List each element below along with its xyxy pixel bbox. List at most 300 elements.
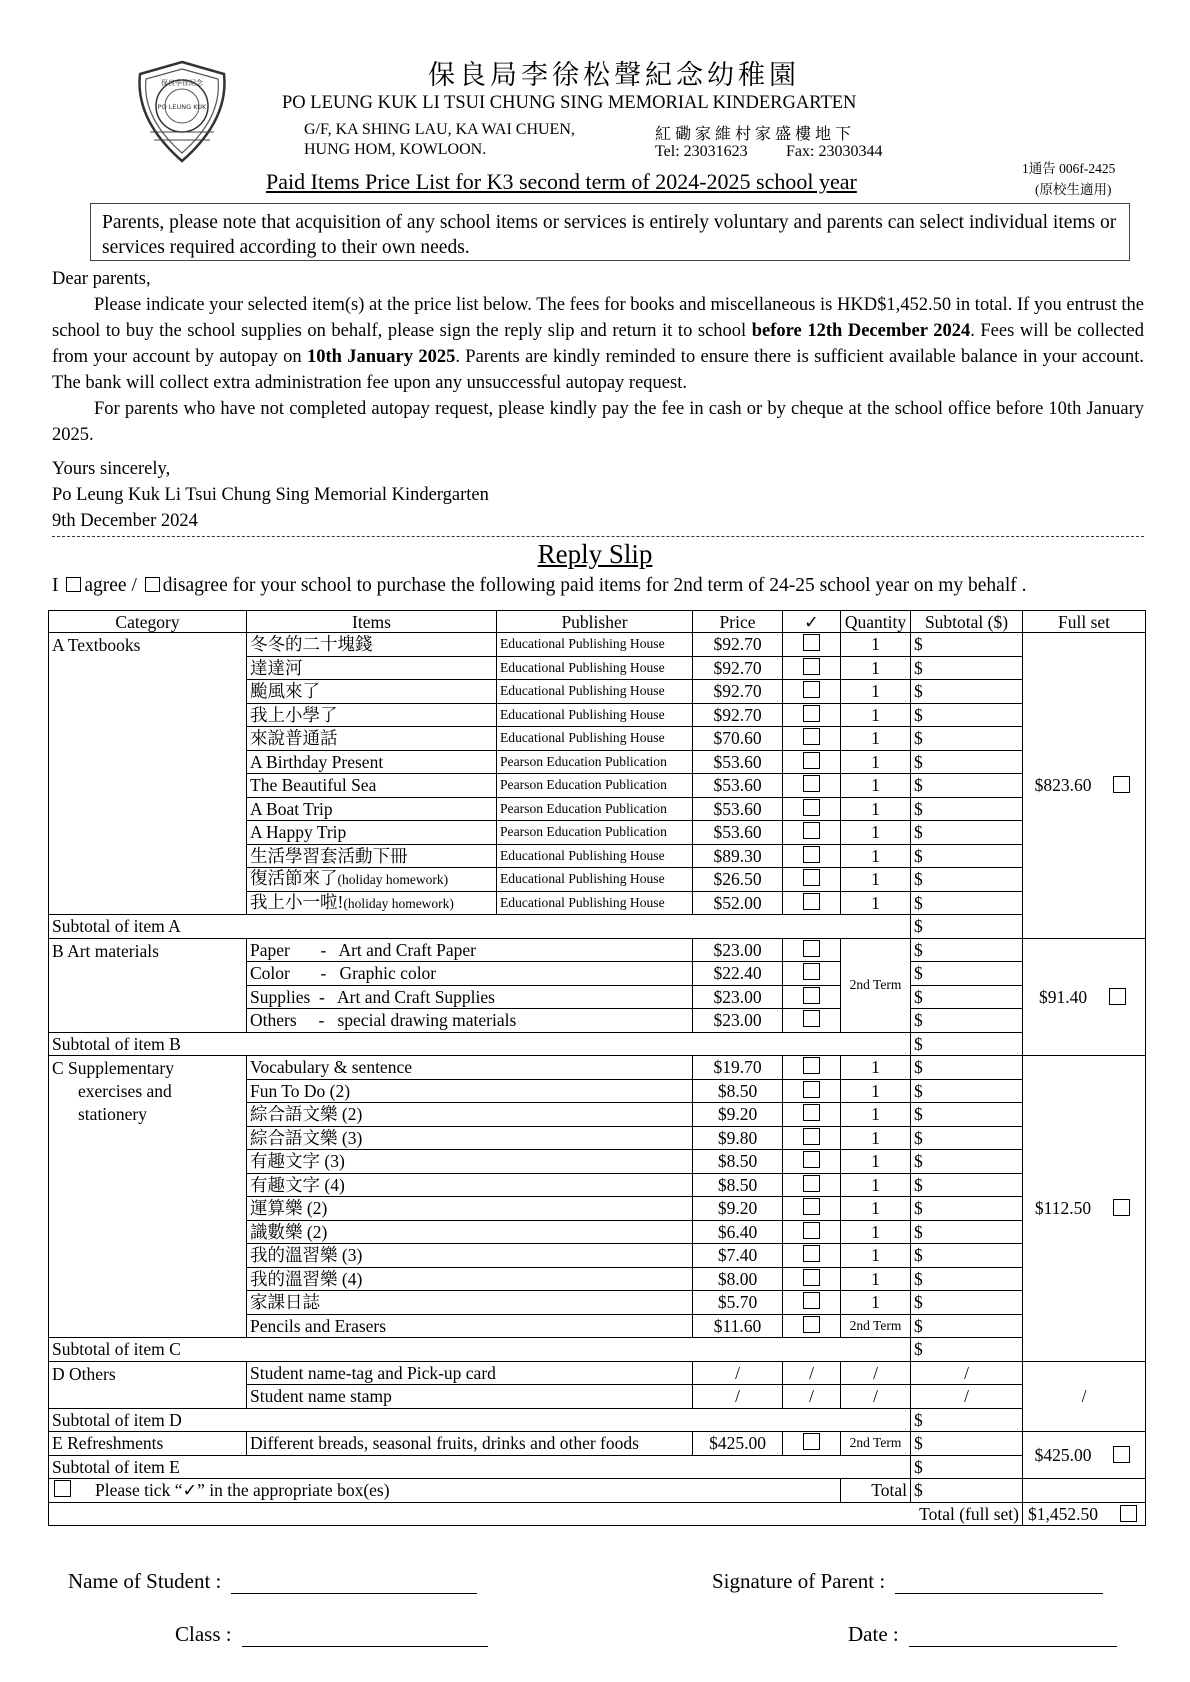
full-set-C-checkbox[interactable] [1113,1199,1130,1216]
full-set-C-cell [1023,1056,1146,1362]
item-subtotal[interactable]: $ [911,891,1023,915]
item-checkbox-cell [783,962,841,986]
item-subtotal[interactable]: $ [911,1126,1023,1150]
item-publisher: Educational Publishing House [497,727,693,751]
voluntary-notice-box [90,203,1130,261]
item-subtotal[interactable]: $ [911,1150,1023,1174]
item-price: $9.20 [693,1103,783,1127]
total-value[interactable]: $ [911,1479,1023,1503]
header-tick: ✓ [783,611,841,633]
item-price: $425.00 [693,1432,783,1456]
subtotal-A-value[interactable]: $ [911,915,1023,939]
item-subtotal-na: / [911,1385,1023,1409]
full-set-A-price: $823.60 [1034,775,1092,796]
item-checkbox[interactable] [803,1104,820,1121]
item-checkbox-cell [783,1126,841,1150]
item-checkbox-cell [783,938,841,962]
svg-text:保良李徐紀念: 保良李徐紀念 [161,79,203,87]
item-quantity: 2nd Term [841,1314,911,1338]
item-quantity: 1 [841,821,911,845]
category-b: B Art materials [49,938,247,1032]
agree-label: agree / [84,575,137,596]
full-set-E-checkbox[interactable] [1113,1446,1130,1463]
item-title: 我上小一啦! [250,891,344,912]
item-checkbox[interactable] [803,1128,820,1145]
item-quantity: 1 [841,1079,911,1103]
item-name: Student name-tag and Pick-up card [247,1361,693,1385]
item-title: 我上小學了 [250,704,338,725]
item-name [247,891,497,915]
item-checkbox[interactable] [803,1245,820,1262]
item-price: $52.00 [693,891,783,915]
item-name: Paper - Art and Craft Paper [247,938,693,962]
category-c-line-3: stationery [78,1104,148,1124]
item-checkbox[interactable] [803,846,820,863]
full-set-A-checkbox[interactable] [1113,776,1130,793]
item-publisher: Pearson Education Publication [497,750,693,774]
item-checkbox[interactable] [803,987,820,1004]
item-checkbox-cell [783,774,841,798]
class-label: Class : [175,1622,232,1646]
item-price: $8.50 [693,1079,783,1103]
item-quantity: 2nd Term [841,1432,911,1456]
item-name [247,750,497,774]
item-checkbox-cell [783,985,841,1009]
total-full-checkbox[interactable] [1120,1505,1137,1522]
item-name: 綜合語文樂 (3) [247,1126,693,1150]
subtotal-row-B [49,1032,1146,1056]
item-price-na: / [693,1361,783,1385]
item-price: $6.40 [693,1220,783,1244]
item-price: $70.60 [693,727,783,751]
item-quantity: 1 [841,1244,911,1268]
tick-note-cell [49,1479,841,1503]
item-subtotal[interactable]: $ [911,680,1023,704]
total-row [49,1479,1146,1503]
item-checkbox[interactable] [803,658,820,675]
item-price: $92.70 [693,633,783,657]
item-quantity: 1 [841,1150,911,1174]
item-price: $8.50 [693,1173,783,1197]
item-quantity: 1 [841,1197,911,1221]
item-price: $26.50 [693,868,783,892]
total-full-value: $1,452.50 [1028,1503,1098,1524]
item-checkbox-cell [783,1291,841,1315]
parent-signature-label: Signature of Parent : [712,1569,886,1593]
item-price: $53.60 [693,797,783,821]
total-spacer [1023,1479,1146,1503]
item-publisher: Pearson Education Publication [497,774,693,798]
item-price: $53.60 [693,750,783,774]
item-price: $23.00 [693,1009,783,1033]
category-c [49,1056,247,1338]
full-set-B-cell [1023,938,1146,1056]
item-note: (holiday homework) [343,895,454,911]
item-checkbox[interactable] [803,822,820,839]
category-a: A Textbooks [49,633,247,915]
header-subtotal: Subtotal ($) [911,611,1023,633]
item-subtotal[interactable]: $ [911,985,1023,1009]
school-logo [132,60,232,164]
cut-line [52,536,1144,537]
item-subtotal[interactable]: $ [911,938,1023,962]
item-title: 復活節來了 [250,868,338,889]
item-checkbox-cell [783,1056,841,1080]
table-header-row [49,611,1146,633]
art-term-quantity: 2nd Term [841,938,911,1032]
item-checkbox-cell [783,656,841,680]
item-publisher: Educational Publishing House [497,656,693,680]
item-subtotal[interactable]: $ [911,1244,1023,1268]
item-publisher: Educational Publishing House [497,703,693,727]
class-field[interactable] [175,1622,488,1647]
telephone: Tel: 23031623 [655,143,748,160]
letter-paragraph-2: For parents who have not completed autopay request, please kindly pay the fee in cash or by cheque at the school office before 10th January 2025. [52,399,1144,445]
student-name-label: Name of Student : [68,1569,222,1593]
item-publisher: Educational Publishing House [497,891,693,915]
item-name [247,680,497,704]
item-quantity: 1 [841,797,911,821]
item-quantity: 1 [841,1173,911,1197]
item-tick-na: / [783,1361,841,1385]
price-list-table [48,610,1146,1526]
full-set-B-price: $91.40 [1038,986,1088,1007]
item-subtotal[interactable]: $ [911,633,1023,657]
item-publisher: Educational Publishing House [497,868,693,892]
item-checkbox-cell [783,1150,841,1174]
subtotal-C-value[interactable]: $ [911,1338,1023,1362]
item-checkbox-cell [783,891,841,915]
item-quantity: 1 [841,1220,911,1244]
item-subtotal[interactable]: $ [911,727,1023,751]
item-name: Vocabulary & sentence [247,1056,693,1080]
item-checkbox[interactable] [803,1316,820,1333]
item-name: 我的溫習樂 (3) [247,1244,693,1268]
item-checkbox[interactable] [803,963,820,980]
category-d: D Others [49,1361,247,1408]
item-checkbox[interactable] [803,1198,820,1215]
date-field[interactable] [848,1622,1117,1647]
item-title: A Birthday Present [250,751,384,772]
item-checkbox-cell [783,821,841,845]
item-name [247,868,497,892]
subtotal-E-value[interactable]: $ [911,1455,1023,1479]
item-name: 綜合語文樂 (2) [247,1103,693,1127]
item-quantity: 1 [841,774,911,798]
total-full-cell [1023,1502,1146,1526]
item-checkbox-cell [783,1244,841,1268]
item-checkbox-cell [783,1009,841,1033]
item-checkbox[interactable] [803,1292,820,1309]
item-checkbox[interactable] [803,869,820,886]
item-name [247,703,497,727]
item-price: $89.30 [693,844,783,868]
item-checkbox-cell [783,844,841,868]
item-price: $7.40 [693,1244,783,1268]
notice-number: 1通告 006f-2425 [1022,161,1116,176]
item-subtotal[interactable]: $ [911,1079,1023,1103]
tick-legend-box [54,1480,71,1497]
item-name: Supplies - Art and Craft Supplies [247,985,693,1009]
item-quantity: 1 [841,633,911,657]
item-title: 達達河 [250,657,303,678]
item-publisher: Pearson Education Publication [497,821,693,845]
fax: Fax: 23030344 [786,143,883,160]
item-price: $5.70 [693,1291,783,1315]
item-price: $53.60 [693,821,783,845]
item-name: 識數樂 (2) [247,1220,693,1244]
item-quantity: 1 [841,750,911,774]
item-quantity: 1 [841,656,911,680]
voluntary-notice-text: Parents, please note that acquisition of any school items or services is entirely voluntary and parents can select individual items or services required according to their own needs. [102,212,1117,258]
item-checkbox-cell [783,1079,841,1103]
header-quantity: Quantity [841,611,911,633]
item-name [247,774,497,798]
subtotal-B-value[interactable]: $ [911,1032,1023,1056]
category-c-line-2: exercises and [78,1081,172,1101]
item-publisher: Educational Publishing House [497,633,693,657]
item-checkbox-cell [783,1267,841,1291]
item-quantity: 1 [841,844,911,868]
item-checkbox-cell [783,1220,841,1244]
item-note: (holiday homework) [337,872,449,888]
subtotal-B-label: Subtotal of item B [49,1032,911,1056]
disagree-label: disagree for your school to purchase the following paid items for 2nd term of 24-25 school year on my behalf . [162,575,1027,596]
full-set-C-price: $112.50 [1034,1198,1092,1219]
full-set-E-cell [1023,1432,1146,1479]
item-checkbox-cell [783,680,841,704]
student-name-field[interactable] [68,1569,477,1594]
school-name-chinese: 保良局李徐松聲紀念幼稚園 [428,60,800,90]
item-checkbox[interactable] [803,752,820,769]
item-name [247,821,497,845]
item-name [247,797,497,821]
item-checkbox-cell [783,703,841,727]
item-name [247,656,497,680]
item-subtotal[interactable]: $ [911,844,1023,868]
item-quantity: 1 [841,1056,911,1080]
item-subtotal[interactable]: $ [911,868,1023,892]
item-checkbox[interactable] [803,705,820,722]
table-row [49,938,1146,962]
address-english-line-2: HUNG HOM, KOWLOON. [304,141,487,158]
item-price: $11.60 [693,1314,783,1338]
item-checkbox[interactable] [803,1081,820,1098]
item-title: 來說普通話 [250,728,338,749]
closing: Yours sincerely, [52,459,171,479]
item-name: Others - special drawing materials [247,1009,693,1033]
date-label: Date : [848,1622,899,1646]
disagree-checkbox[interactable] [145,577,160,592]
item-subtotal[interactable]: $ [911,1103,1023,1127]
item-subtotal[interactable]: $ [911,703,1023,727]
item-subtotal[interactable]: $ [911,656,1023,680]
item-checkbox[interactable] [803,1010,820,1027]
item-quantity: 1 [841,1267,911,1291]
notice-scope: (原校生適用) [1035,182,1112,197]
item-price: $9.20 [693,1197,783,1221]
header-publisher: Publisher [497,611,693,633]
item-price: $53.60 [693,774,783,798]
header-full-set: Full set [1023,611,1146,633]
address-english-line-1: G/F, KA SHING LAU, KA WAI CHUEN, [304,121,575,138]
item-checkbox[interactable] [803,775,820,792]
item-subtotal[interactable]: $ [911,821,1023,845]
item-name: 我的溫習樂 (4) [247,1267,693,1291]
item-checkbox[interactable] [803,1151,820,1168]
agree-checkbox[interactable] [66,577,81,592]
table-row [49,633,1146,657]
item-price: $23.00 [693,985,783,1009]
item-subtotal[interactable]: $ [911,1056,1023,1080]
item-subtotal[interactable]: $ [911,1432,1023,1456]
item-checkbox[interactable] [803,1175,820,1192]
item-price-na: / [693,1385,783,1409]
item-name [247,727,497,751]
full-set-A-cell [1023,633,1146,939]
item-checkbox-cell [783,797,841,821]
item-checkbox[interactable] [803,1433,820,1450]
item-name: Color - Graphic color [247,962,693,986]
item-quantity: 1 [841,891,911,915]
item-quantity: 1 [841,703,911,727]
agree-statement: I agree / disagree for your school to purchase the following paid items for 2nd term of 24-25 school year on my behalf . [52,575,1027,596]
item-subtotal-na: / [911,1361,1023,1385]
item-name: Different breads, seasonal fruits, drinks and other foods [247,1432,693,1456]
item-subtotal[interactable]: $ [911,962,1023,986]
item-quantity: 1 [841,680,911,704]
item-quantity-na: / [841,1385,911,1409]
letter-closing [52,456,1144,534]
full-set-d-na: / [1023,1361,1146,1432]
item-name: 有趣文字 (4) [247,1173,693,1197]
category-e: E Refreshments [49,1432,247,1456]
item-title: A Happy Trip [250,822,347,843]
subtotal-row-E [49,1455,1146,1479]
subtotal-E-label: Subtotal of item E [49,1455,911,1479]
item-checkbox[interactable] [803,1057,820,1074]
tick-note: Please tick “✓” in the appropriate box(es) [95,1480,390,1501]
table-row [49,1432,1146,1456]
table-row [49,1056,1146,1080]
item-price: $92.70 [693,656,783,680]
item-name [247,633,497,657]
item-quantity: 1 [841,1126,911,1150]
item-price: $19.70 [693,1056,783,1080]
letter-date: 9th December 2024 [52,511,198,531]
item-checkbox[interactable] [803,893,820,910]
item-publisher: Pearson Education Publication [497,797,693,821]
item-price: $23.00 [693,938,783,962]
reply-slip-title: Reply Slip [537,539,653,569]
item-price: $92.70 [693,703,783,727]
item-publisher: Educational Publishing House [497,844,693,868]
item-title: A Boat Trip [250,798,333,819]
item-checkbox[interactable] [803,940,820,957]
school-name-english: PO LEUNG KUK LI TSUI CHUNG SING MEMORIAL KINDERGARTEN [282,93,857,113]
item-checkbox-cell [783,633,841,657]
item-checkbox-cell [783,1314,841,1338]
item-subtotal[interactable]: $ [911,750,1023,774]
item-subtotal[interactable]: $ [911,797,1023,821]
item-subtotal[interactable]: $ [911,1197,1023,1221]
item-price: $92.70 [693,680,783,704]
subtotal-row-A [49,915,1146,939]
parent-signature-field[interactable] [712,1569,1103,1594]
item-checkbox[interactable] [803,1222,820,1239]
letter-paragraph-1: Please indicate your selected item(s) at the price list below. The fees for books and miscellaneous is HKD$1,452.50 in total. If you entrust the school to buy the school supplies on behalf, please sign the reply slip and return it to school before 12th December 2024. Fees will be collected from your account by autopay on 10th January 2025. Parents are kindly reminded to ensure there is sufficient available balance in your account. The bank will collect extra administration fee upon any unsuccessful autopay request. [52,295,1145,393]
item-tick-na: / [783,1385,841,1409]
table-row [49,1361,1146,1385]
item-subtotal[interactable]: $ [911,1314,1023,1338]
subtotal-row-D [49,1408,1146,1432]
item-checkbox-cell [783,1432,841,1456]
item-subtotal[interactable]: $ [911,1009,1023,1033]
item-quantity: 1 [841,868,911,892]
item-checkbox-cell [783,1173,841,1197]
item-checkbox[interactable] [803,728,820,745]
subtotal-D-value[interactable]: $ [911,1408,1023,1432]
item-checkbox-cell [783,750,841,774]
item-quantity-na: / [841,1361,911,1385]
item-subtotal[interactable]: $ [911,774,1023,798]
category-c-line-1: C Supplementary [52,1058,174,1078]
item-name: 運算樂 (2) [247,1197,693,1221]
item-name: Pencils and Erasers [247,1314,693,1338]
address-chinese: 紅 磡 家 維 村 家 盛 樓 地 下 [655,126,852,143]
item-name [247,844,497,868]
item-title: 冬冬的二十塊錢 [250,634,373,655]
letter-body [52,266,1144,448]
item-subtotal[interactable]: $ [911,1267,1023,1291]
total-full-label: Total (full set) [49,1502,1023,1526]
header-price: Price [693,611,783,633]
item-checkbox[interactable] [803,1269,820,1286]
item-price: $22.40 [693,962,783,986]
item-checkbox-cell [783,1197,841,1221]
full-set-B-checkbox[interactable] [1109,988,1126,1005]
header-items: Items [247,611,497,633]
item-subtotal[interactable]: $ [911,1220,1023,1244]
item-name: Student name stamp [247,1385,693,1409]
item-name: Fun To Do (2) [247,1079,693,1103]
item-title: The Beautiful Sea [250,775,377,796]
item-subtotal[interactable]: $ [911,1291,1023,1315]
item-subtotal[interactable]: $ [911,1173,1023,1197]
subtotal-D-label: Subtotal of item D [49,1408,911,1432]
item-title: 颱風來了 [250,681,320,702]
item-name: 有趣文字 (3) [247,1150,693,1174]
item-quantity: 1 [841,1291,911,1315]
item-quantity: 1 [841,1103,911,1127]
item-checkbox-cell [783,868,841,892]
item-title: 生活學習套活動下冊 [250,845,408,866]
item-checkbox-cell [783,727,841,751]
item-price: $9.80 [693,1126,783,1150]
item-price: $8.50 [693,1150,783,1174]
total-label: Total [841,1479,911,1503]
item-checkbox-cell [783,1103,841,1127]
total-full-row [49,1502,1146,1526]
item-publisher: Educational Publishing House [497,680,693,704]
item-checkbox[interactable] [803,681,820,698]
salutation: Dear parents, [52,269,151,289]
item-checkbox[interactable] [803,799,820,816]
item-checkbox[interactable] [803,634,820,651]
item-name: 家課日誌 [247,1291,693,1315]
subtotal-A-label: Subtotal of item A [49,915,911,939]
signer: Po Leung Kuk Li Tsui Chung Sing Memorial Kindergarten [52,485,489,505]
